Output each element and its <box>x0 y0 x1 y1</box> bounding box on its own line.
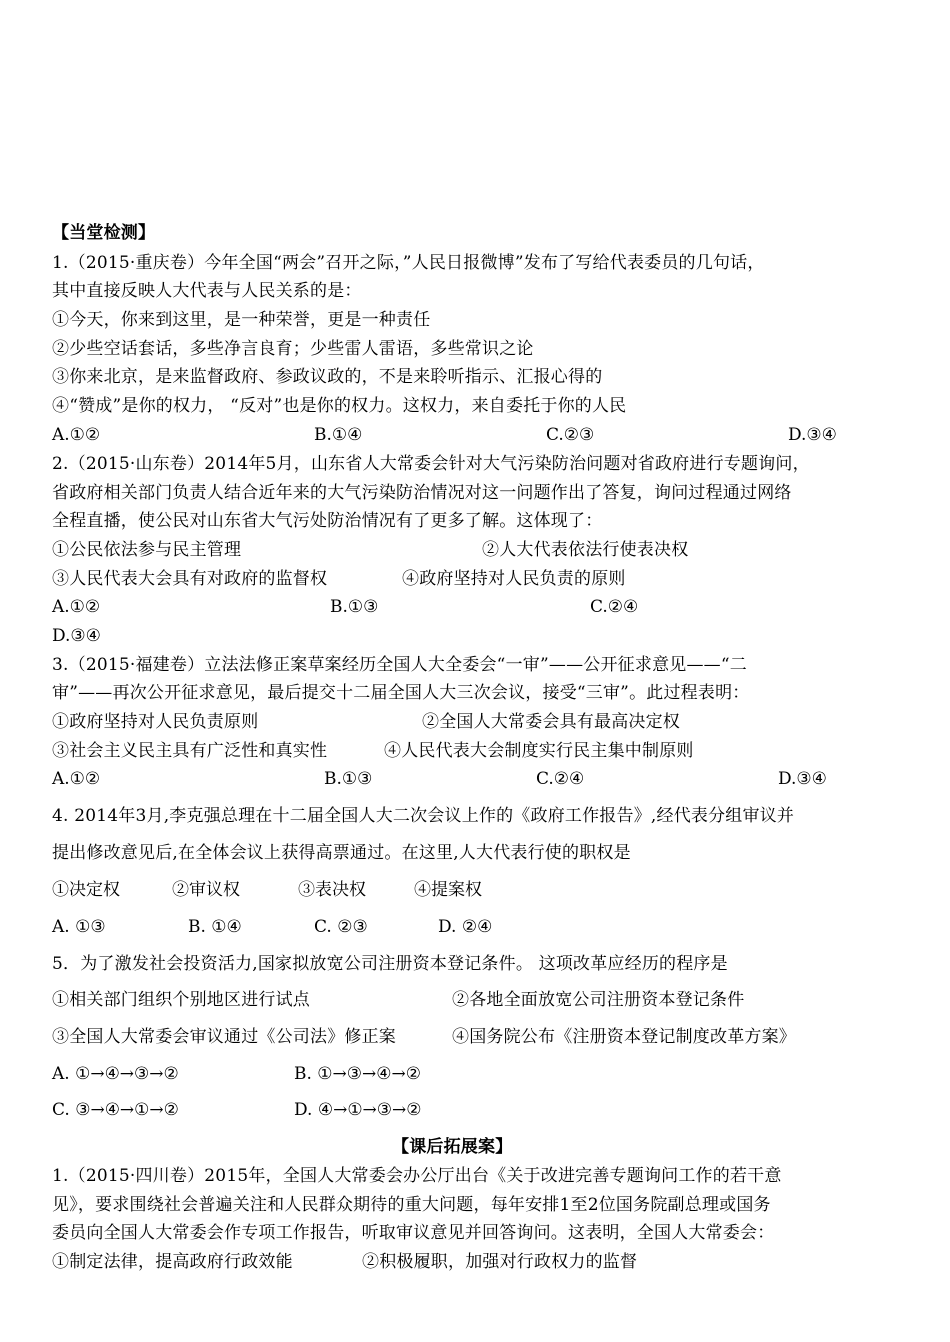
q3-statement-1: ①政府坚持对人民负责原则 <box>52 712 259 732</box>
q2-stem-line3: 全程直播，使公民对山东省大气污处防治情况有了更多了解。这体现了： <box>52 511 603 531</box>
s2-q1-statement-2: ②积极履职，加强对行政权力的监督 <box>362 1252 638 1272</box>
s2-q1-stem-line3: 委员向全国人大常委会作专项工作报告，听取审议意见并回答询问。这表明，全国人大常委会： <box>52 1223 775 1243</box>
q4-statement-3: ③表决权 <box>298 880 366 900</box>
q3-statement-2: ②全国人大常委会具有最高决定权 <box>422 712 680 732</box>
s2-q1-stem-line2: 见》，要求围绕社会普遍关注和人民群众期待的重大问题，每年安排1至2位国务院副总理或国务 <box>52 1195 771 1215</box>
q2-statement-1: ①公民依法参与民主管理 <box>52 540 242 560</box>
q5-option-a: A. ①→④→③→② <box>52 1064 179 1084</box>
q5-statement-4: ④国务院公布《注册资本登记制度改革方案》 <box>452 1027 796 1047</box>
q1-statement-3: ③你来北京，是来监督政府、参政议政的，不是来聆听指示、汇报心得的 <box>52 367 603 387</box>
q4-option-a: A. ①③ <box>52 917 106 937</box>
q4-statement-1: ①决定权 <box>52 880 120 900</box>
q4-option-b: B. ①④ <box>188 917 242 937</box>
q3-option-d: D.③④ <box>778 769 827 789</box>
q5-option-b: B. ①→③→④→② <box>294 1064 421 1084</box>
q4-option-c: C. ②③ <box>314 917 368 937</box>
q3-stem-line1: 3.（2015·福建卷）立法法修正案草案经历全国人大全委会“一审”——公开征求意见——“二 <box>52 655 747 675</box>
q5-statement-3: ③全国人大常委会审议通过《公司法》修正案 <box>52 1027 396 1047</box>
q3-option-c: C.②④ <box>536 769 585 789</box>
q1-option-d: D.③④ <box>788 425 837 445</box>
q2-statement-3: ③人民代表大会具有对政府的监督权 <box>52 569 328 589</box>
q2-stem-line1: 2.（2015·山东卷）2014年5月，山东省人大常委会针对大气污染防治问题对省政府进行专题询问， <box>52 454 810 474</box>
q5-option-c: C. ③→④→①→② <box>52 1100 179 1120</box>
q1-statement-1: ①今天，你来到这里，是一种荣誉，更是一种责任 <box>52 310 431 330</box>
q4-statement-2: ②审议权 <box>172 880 240 900</box>
q2-statement-2: ②人大代表依法行使表决权 <box>482 540 689 560</box>
q1-option-b: B.①④ <box>314 425 363 445</box>
q3-stem-line2: 审”——再次公开征求意见，最后提交十二届全国人大三次会议，接受“三审”。此过程表明： <box>52 683 750 703</box>
q3-statement-4: ④人民代表大会制度实行民主集中制原则 <box>384 741 694 761</box>
q4-stem-line2: 提出修改意见后,在全体会议上获得高票通过。在这里,人大代表行使的职权是 <box>52 843 631 863</box>
q5-stem-line1: 5．为了激发社会投资活力,国家拟放宽公司注册资本登记条件。 这项改革应经历的程序是 <box>52 954 728 974</box>
q5-statement-2: ②各地全面放宽公司注册资本登记条件 <box>452 990 745 1010</box>
q1-option-c: C.②③ <box>546 425 595 445</box>
q1-stem-line2: 其中直接反映人大代表与人民关系的是： <box>52 281 362 301</box>
q4-stem-line1: 4. 2014年3月,李克强总理在十二届全国人大二次会议上作的《政府工作报告》,经代表分组审议并 <box>52 806 795 826</box>
q2-option-c: C.②④ <box>590 597 639 617</box>
q2-option-b: B.①③ <box>330 597 379 617</box>
q5-option-d: D. ④→①→③→② <box>294 1100 422 1120</box>
q2-option-d: D.③④ <box>52 626 101 646</box>
q5-statement-1: ①相关部门组织个别地区进行试点 <box>52 990 310 1010</box>
q1-stem-line1: 1.（2015·重庆卷）今年全国“两会”召开之际，”人民日报微博”发布了写给代表委员的几句话， <box>52 253 765 273</box>
q1-option-a: A.①② <box>52 425 101 445</box>
s2-q1-stem-line1: 1.（2015·四川卷）2015年，全国人大常委会办公厅出台《关于改进完善专题询问工作的若干意 <box>52 1166 782 1186</box>
section-heading-after-class-extension: 【课后拓展案】 <box>392 1137 513 1157</box>
q3-option-a: A.①② <box>52 769 101 789</box>
q2-stem-line2: 省政府相关部门负责人结合近年来的大气污染防治情况对这一问题作出了答复，询问过程通过网络 <box>52 483 792 503</box>
q3-statement-3: ③社会主义民主具有广泛性和真实性 <box>52 741 328 761</box>
s2-q1-statement-1: ①制定法律，提高政府行政效能 <box>52 1252 293 1272</box>
q1-statement-2: ②少些空话套话，多些净言良育；少些雷人雷语，多些常识之论 <box>52 339 534 359</box>
q4-option-d: D. ②④ <box>438 917 493 937</box>
q1-statement-4: ④“赞成”是你的权力， “反对”也是你的权力。这权力，来自委托于你的人民 <box>52 396 627 416</box>
section-heading-in-class-test: 【当堂检测】 <box>52 223 156 243</box>
q4-statement-4: ④提案权 <box>414 880 482 900</box>
q2-statement-4: ④政府坚持对人民负责的原则 <box>402 569 626 589</box>
q2-option-a: A.①② <box>52 597 101 617</box>
q3-option-b: B.①③ <box>324 769 373 789</box>
